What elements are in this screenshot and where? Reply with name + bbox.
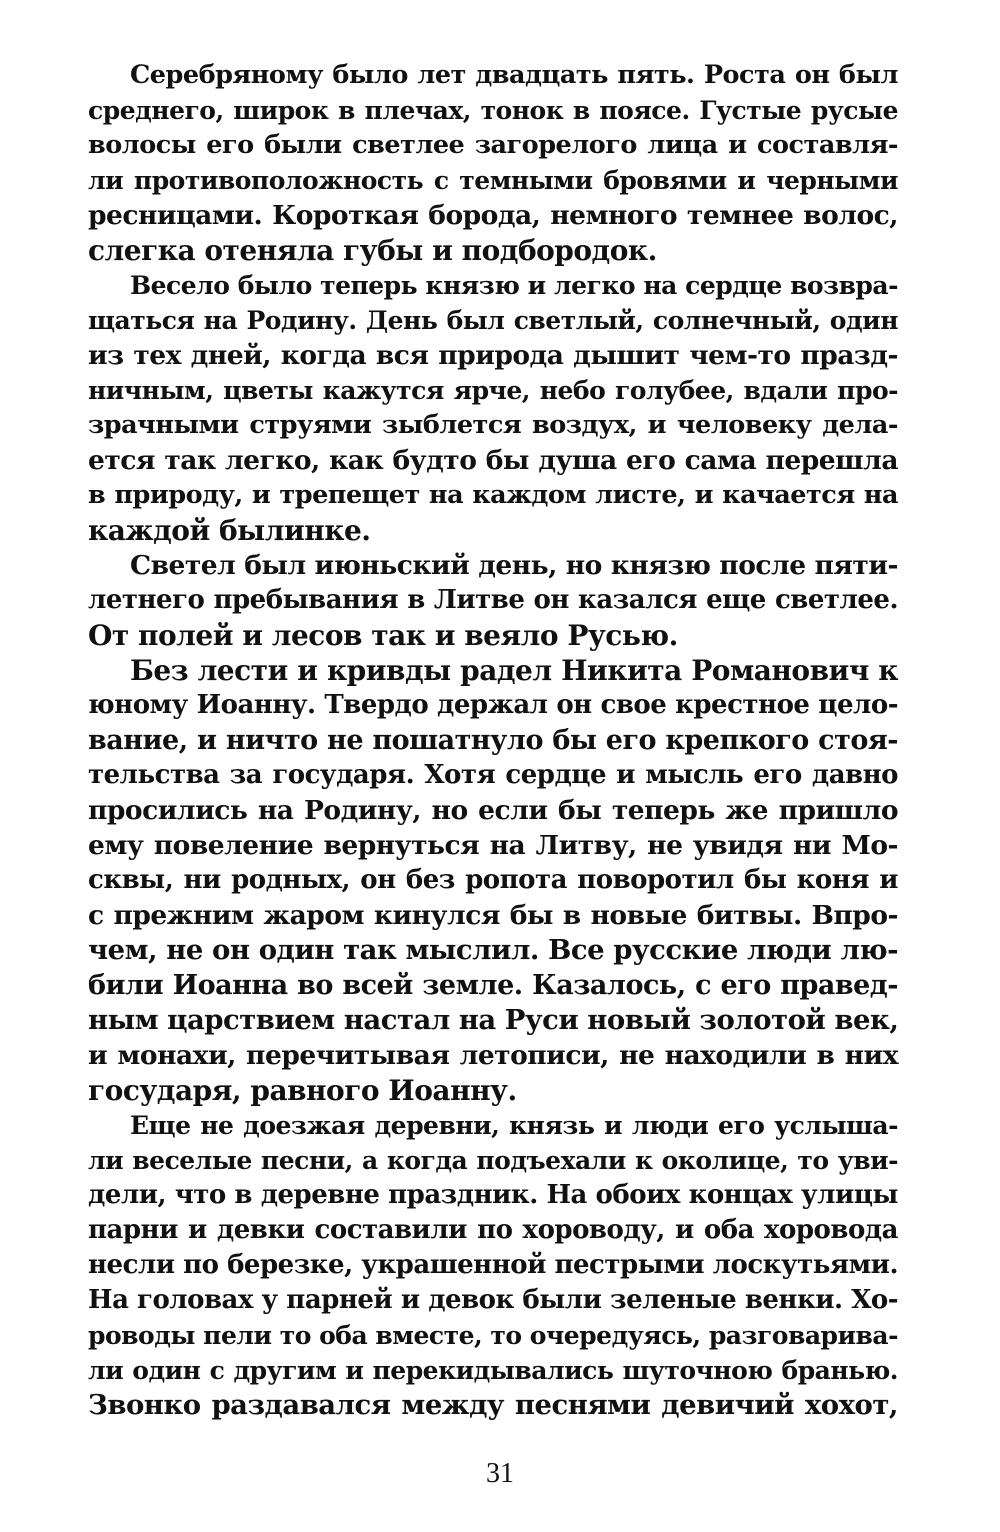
text-line: щаться на Родину. День был светлый, солнечный, один [88,306,898,335]
text-line: с прежним жаром кинулся бы в новые битвы. Впро- [88,900,898,931]
text-line: парни и девки составили по хороводу, и оба хоровода [88,1215,898,1245]
text-line: ным царствием настал на Руси новый золотой век, [88,1004,899,1036]
text-line: ничным, цветы кажутся ярче, небо голубее, вдали про- [88,376,898,405]
text-line: Без лести и кривды радел Никита Романович к [130,654,898,687]
text-line: юному Иоанну. Твердо держал он свое крестное цело- [88,690,898,720]
text-line: роводы пели то оба вместе, то очередуясь, разговарива- [88,1321,898,1350]
text-line: ется так легко, как будто бы душа его сама перешла [88,445,898,476]
text-line: Серебряному было лет двадцать пять. Роста он был [130,60,898,90]
text-line: летнего пребывания в Литве он казался еще светлее. [88,585,898,615]
paragraph [88,653,898,1108]
text-line: вание, и ничто не пошатнуло бы его крепкого стоя- [88,725,898,756]
text-line: ресницами. Короткая борода, немного темнее волос, [88,200,898,231]
text-line: слегка отеняла губы и подбородок. [88,234,657,267]
paragraph [88,268,898,548]
text-line: ему повеление вернуться на Литву, не увидя ни Мо- [88,830,898,861]
text-line: Светел был июньский день, но князю после пяти- [130,550,898,581]
text-line: чем, не он один так мыслил. Все русские люди лю- [88,934,898,966]
text-line: Еще не доезжая деревни, князь и люди его услыша- [130,1111,898,1140]
text-line: среднего, широк в плечах, тонок в поясе. Густые русые [88,96,898,125]
text-line: волосы его были светлее загорелого лица и составля- [88,130,898,160]
text-line: зрачными струями зыблется воздух, и человеку дела- [88,410,898,440]
text-line: и монахи, перечитывая летописи, не находили в них [88,1040,898,1071]
paragraph [88,58,898,268]
text-line: ли противоположность с темными бровями и черными [88,166,898,195]
text-line: От полей и лесов так и веяло Русью. [88,619,678,652]
text-line: государя, равного Иоанну. [88,1074,517,1107]
paragraph [88,1108,898,1423]
page-text-block [88,58,898,1458]
paragraph [88,548,898,653]
page-number: 31 [486,1458,514,1489]
text-line: каждой былинке. [88,514,371,547]
text-line: сквы, ни родных, он без ропота поворотил бы коня и [88,865,898,895]
text-line: ли один с другим и перекидывались шуточною бранью. [88,1356,898,1385]
text-line: На головах у парней и девок были зеленые венки. Хо- [88,1285,898,1315]
text-line: ли веселые песни, а когда подъехали к околице, то уви- [88,1146,898,1175]
text-line: в природу, и трепещет на каждом листе, и качается на [88,480,898,510]
text-line: Весело было теперь князю и легко на сердце возвра- [130,271,898,300]
text-line: Звонко раздавался между песнями девичий хохот, [88,1389,898,1421]
text-line: просились на Родину, но если бы теперь же пришло [88,795,898,826]
text-line: дели, что в деревне праздник. На обоих концах улицы [88,1180,898,1210]
text-line: тельства за государя. Хотя сердце и мысль его давно [88,760,898,790]
text-line: били Иоанна во всей земле. Казалось, с его правед- [88,970,898,1001]
text-line: из тех дней, когда вся природа дышит чем-то празд- [88,340,898,371]
text-line: несли по березке, украшенной пестрыми лоскутьями. [88,1250,898,1280]
